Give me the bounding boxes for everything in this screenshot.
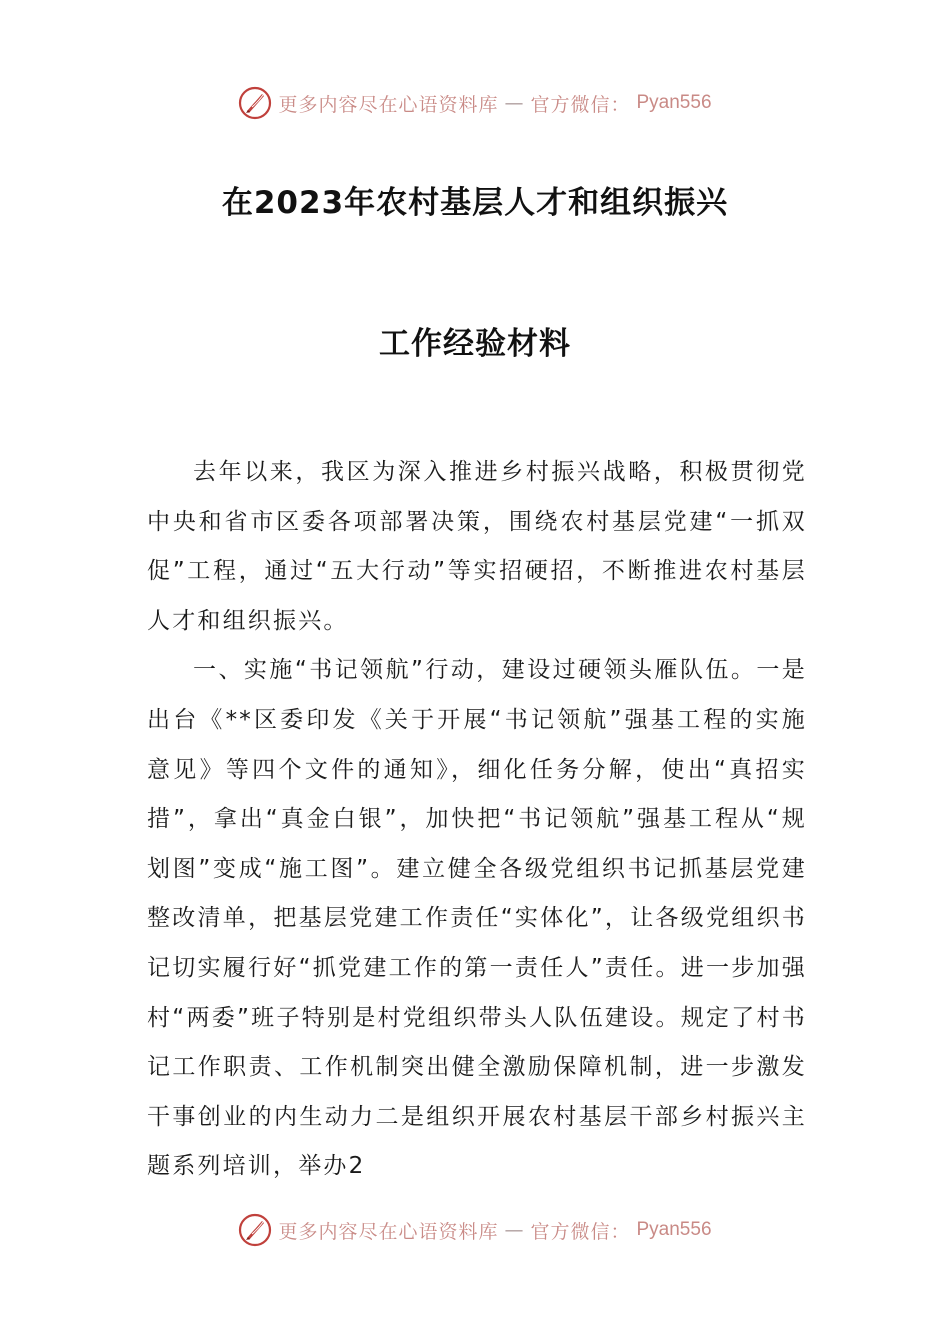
watermark-contact-id: Pyan556 [636,92,712,113]
watermark-brand-text: 更多内容尽在心语资料库 [278,93,499,116]
watermark-contact-id: Pyan556 [636,1219,712,1240]
watermark-contact-label: 官方微信： [530,93,631,116]
paragraph-section-one: 一、实施“书记领航”行动，建设过硬领头雁队伍。一是出台《**区委印发《关于开展“书记领航”强基工程的实施意见》等四个文件的通知》，细化任务分解，使出“真招实措”，拿出“真金白银”，加快把“书记领航”强基工程从“规划图”变成“施工图”。建立健全各级党组织书记抓基层党建整改清单，把基层党建工作责任“实体化”，让各级党组织书记切实履行好“抓党建工作的第一责任人”责任。进一步加强村“两委”班子特别是村党组织带头人队伍建设。规定了村书记工作职责、工作机制突出健全激励保障机制，进一步激发干事创业的内生动力二是组织开展农村基层干部乡村振兴主题系列培训，举办2 [147,657,807,1180]
quill-logo-icon [238,1213,272,1247]
watermark-contact-label: 官方微信： [530,1220,631,1243]
paragraph-intro: 去年以来，我区为深入推进乡村振兴战略，积极贯彻党中央和省市区委各项部署决策，围绕农村基层党建“一抓双促”工程，通过“五大行动”等实招硬招，不断推进农村基层人才和组织振兴。 [147,459,807,634]
document-title-line1: 在2023年农村基层人才和组织振兴 [221,185,729,221]
watermark-brand-text: 更多内容尽在心语资料库 [278,1220,499,1243]
document-body [147,448,807,1192]
watermark-separator: — [504,92,525,114]
header-watermark [0,83,950,123]
quill-logo-icon [238,86,272,120]
document-title-line2: 工作经验材料 [379,326,571,362]
footer-watermark [0,1210,950,1250]
watermark-separator: — [504,1219,525,1241]
